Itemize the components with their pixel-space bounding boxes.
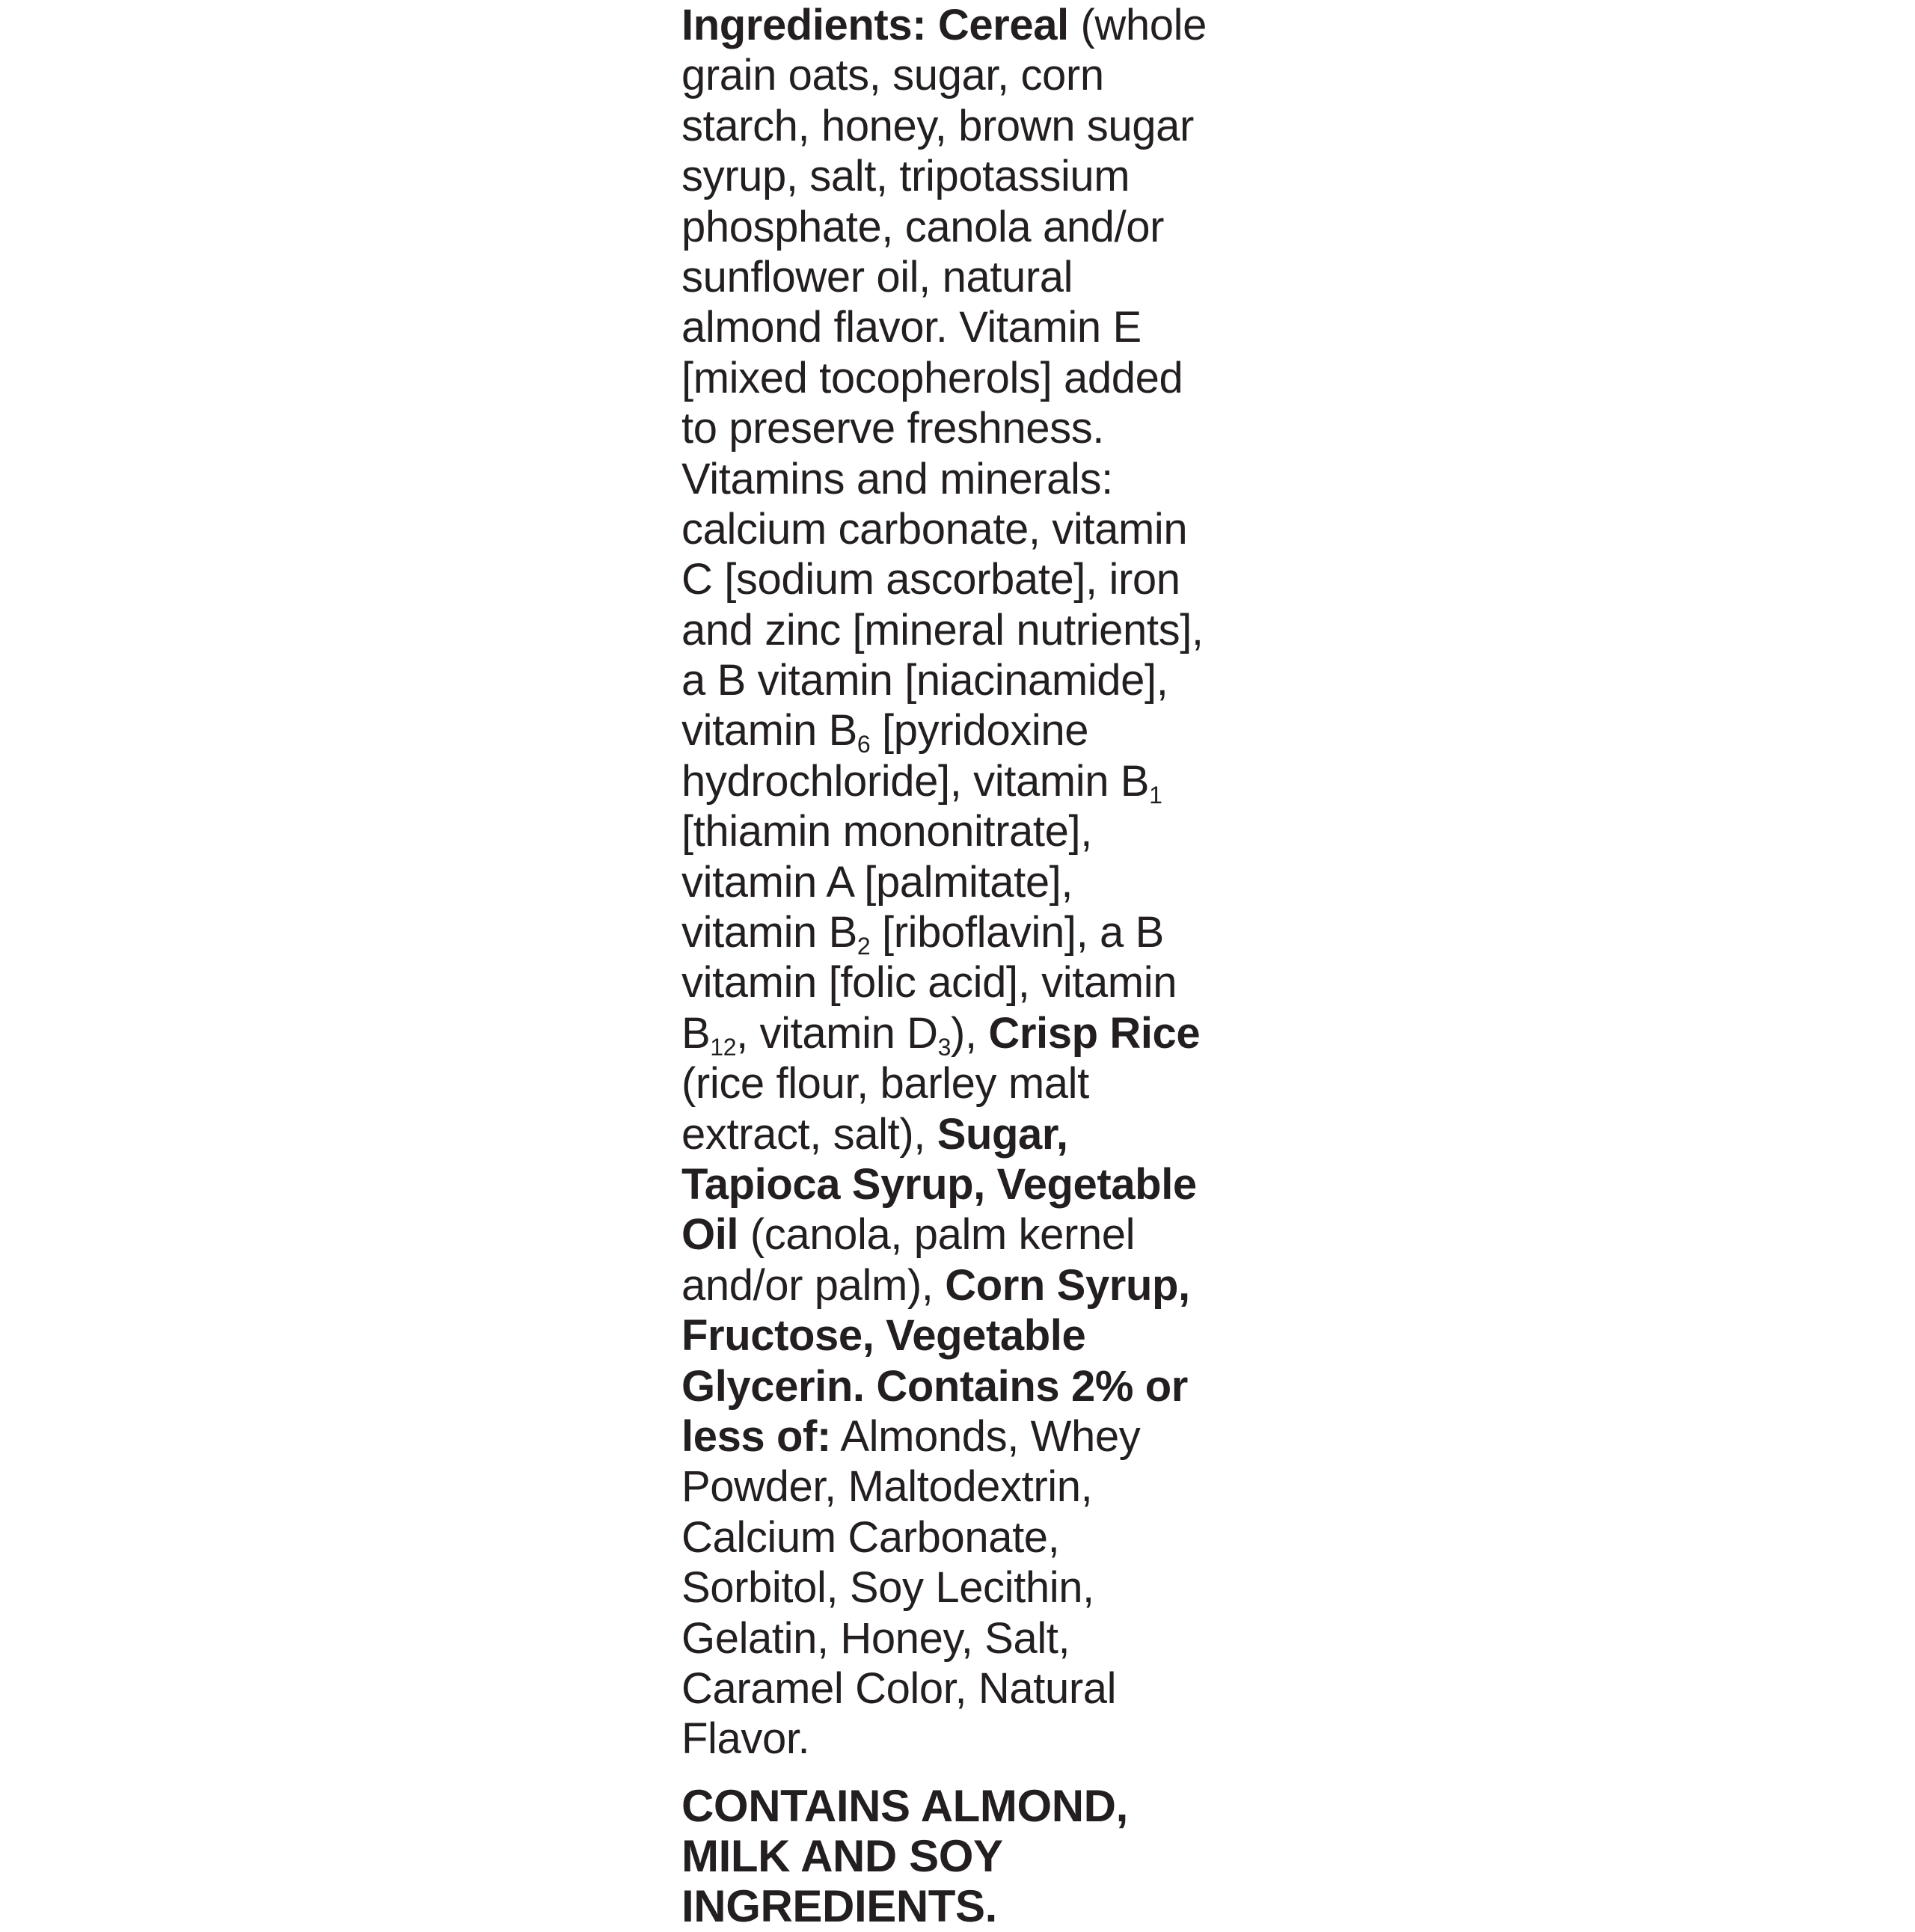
- ingredient-bold: Oil: [681, 1210, 739, 1260]
- ingredients-heading: Ingredients: Cereal: [681, 1, 1069, 49]
- ingredient-line: almond flavor. Vitamin E: [681, 303, 1142, 352]
- ingredient-text: ),: [951, 1008, 989, 1058]
- subscript: 12: [710, 1033, 737, 1061]
- ingredient-line: (rice flour, barley malt: [681, 1059, 1089, 1108]
- ingredient-bold: Sugar,: [937, 1109, 1068, 1159]
- ingredients-paragraph: [681, 0, 1250, 1764]
- subscript: 6: [857, 731, 871, 758]
- ingredient-text: and/or palm),: [681, 1260, 946, 1310]
- ingredient-bold: Corn Syrup,: [945, 1260, 1190, 1310]
- ingredient-line: Glycerin. Contains 2% or: [681, 1361, 1188, 1411]
- ingredient-line: Sorbitol, Soy Lecithin,: [681, 1563, 1094, 1613]
- ingredient-line: Caramel Color, Natural: [681, 1663, 1117, 1713]
- subscript: 2: [857, 933, 871, 960]
- allergen-statement: [681, 1781, 1250, 1932]
- ingredient-line: calcium carbonate, vitamin: [681, 504, 1188, 553]
- ingredient-line: starch, honey, brown sugar: [681, 101, 1194, 150]
- ingredient-line: [mixed tocopherols] added: [681, 353, 1183, 402]
- ingredients-label: [681, 0, 1250, 1932]
- allergen-line: CONTAINS ALMOND,: [681, 1780, 1128, 1831]
- ingredient-line: [681, 1260, 1250, 1310]
- subscript: 1: [1149, 781, 1162, 809]
- ingredient-line: [681, 0, 1250, 50]
- ingredient-line: [681, 907, 1250, 960]
- ingredient-line: phosphate, canola and/or: [681, 202, 1165, 251]
- ingredient-text: vitamin B: [681, 706, 857, 755]
- ingredient-line: Powder, Maltodextrin,: [681, 1462, 1093, 1512]
- ingredient-line: a B vitamin [niacinamide],: [681, 656, 1168, 705]
- ingredient-line: C [sodium ascorbate], iron: [681, 555, 1180, 604]
- ingredient-line: [681, 1008, 1250, 1061]
- ingredient-line: grain oats, sugar, corn: [681, 51, 1104, 100]
- ingredient-line: [681, 1209, 1250, 1260]
- ingredient-line: [681, 756, 1250, 809]
- ingredient-text: (whole: [1068, 1, 1207, 49]
- ingredient-text: , vitamin D: [736, 1008, 938, 1058]
- ingredient-line: [681, 1411, 1250, 1462]
- ingredient-line: syrup, salt, tripotassium: [681, 152, 1130, 201]
- ingredient-text: B: [681, 1008, 711, 1058]
- ingredient-bold: Crisp Rice: [988, 1008, 1201, 1058]
- allergen-line: INGREDIENTS.: [681, 1881, 997, 1932]
- ingredient-line: Calcium Carbonate,: [681, 1512, 1060, 1562]
- ingredient-text: hydrochloride], vitamin B: [681, 756, 1150, 806]
- ingredient-line: [thiamin mononitrate],: [681, 807, 1092, 856]
- subscript: 3: [937, 1033, 952, 1061]
- ingredient-line: vitamin [folic acid], vitamin: [681, 958, 1177, 1008]
- ingredient-bold: less of:: [681, 1411, 831, 1461]
- ingredient-text: [riboflavin], a B: [870, 908, 1164, 957]
- ingredient-line: Gelatin, Honey, Salt,: [681, 1613, 1070, 1663]
- ingredient-line: [681, 705, 1250, 758]
- ingredient-line: Fructose, Vegetable: [681, 1311, 1086, 1361]
- ingredient-line: to preserve freshness.: [681, 404, 1105, 453]
- ingredient-line: Flavor.: [681, 1714, 810, 1764]
- ingredient-line: vitamin A [palmitate],: [681, 857, 1073, 907]
- allergen-line: MILK AND SOY: [681, 1831, 1003, 1882]
- ingredient-text: [pyridoxine: [870, 706, 1089, 755]
- ingredient-text: vitamin B: [681, 908, 857, 957]
- ingredient-line: Vitamins and minerals:: [681, 454, 1113, 503]
- ingredient-line: sunflower oil, natural: [681, 252, 1073, 301]
- ingredient-text: extract, salt),: [681, 1109, 937, 1159]
- ingredient-text: (canola, palm kernel: [738, 1210, 1136, 1260]
- ingredient-line: [681, 1109, 1250, 1159]
- ingredient-line: Tapioca Syrup, Vegetable: [681, 1159, 1197, 1209]
- ingredient-line: and zinc [mineral nutrients],: [681, 605, 1204, 654]
- ingredient-text: Almonds, Whey: [830, 1411, 1141, 1461]
